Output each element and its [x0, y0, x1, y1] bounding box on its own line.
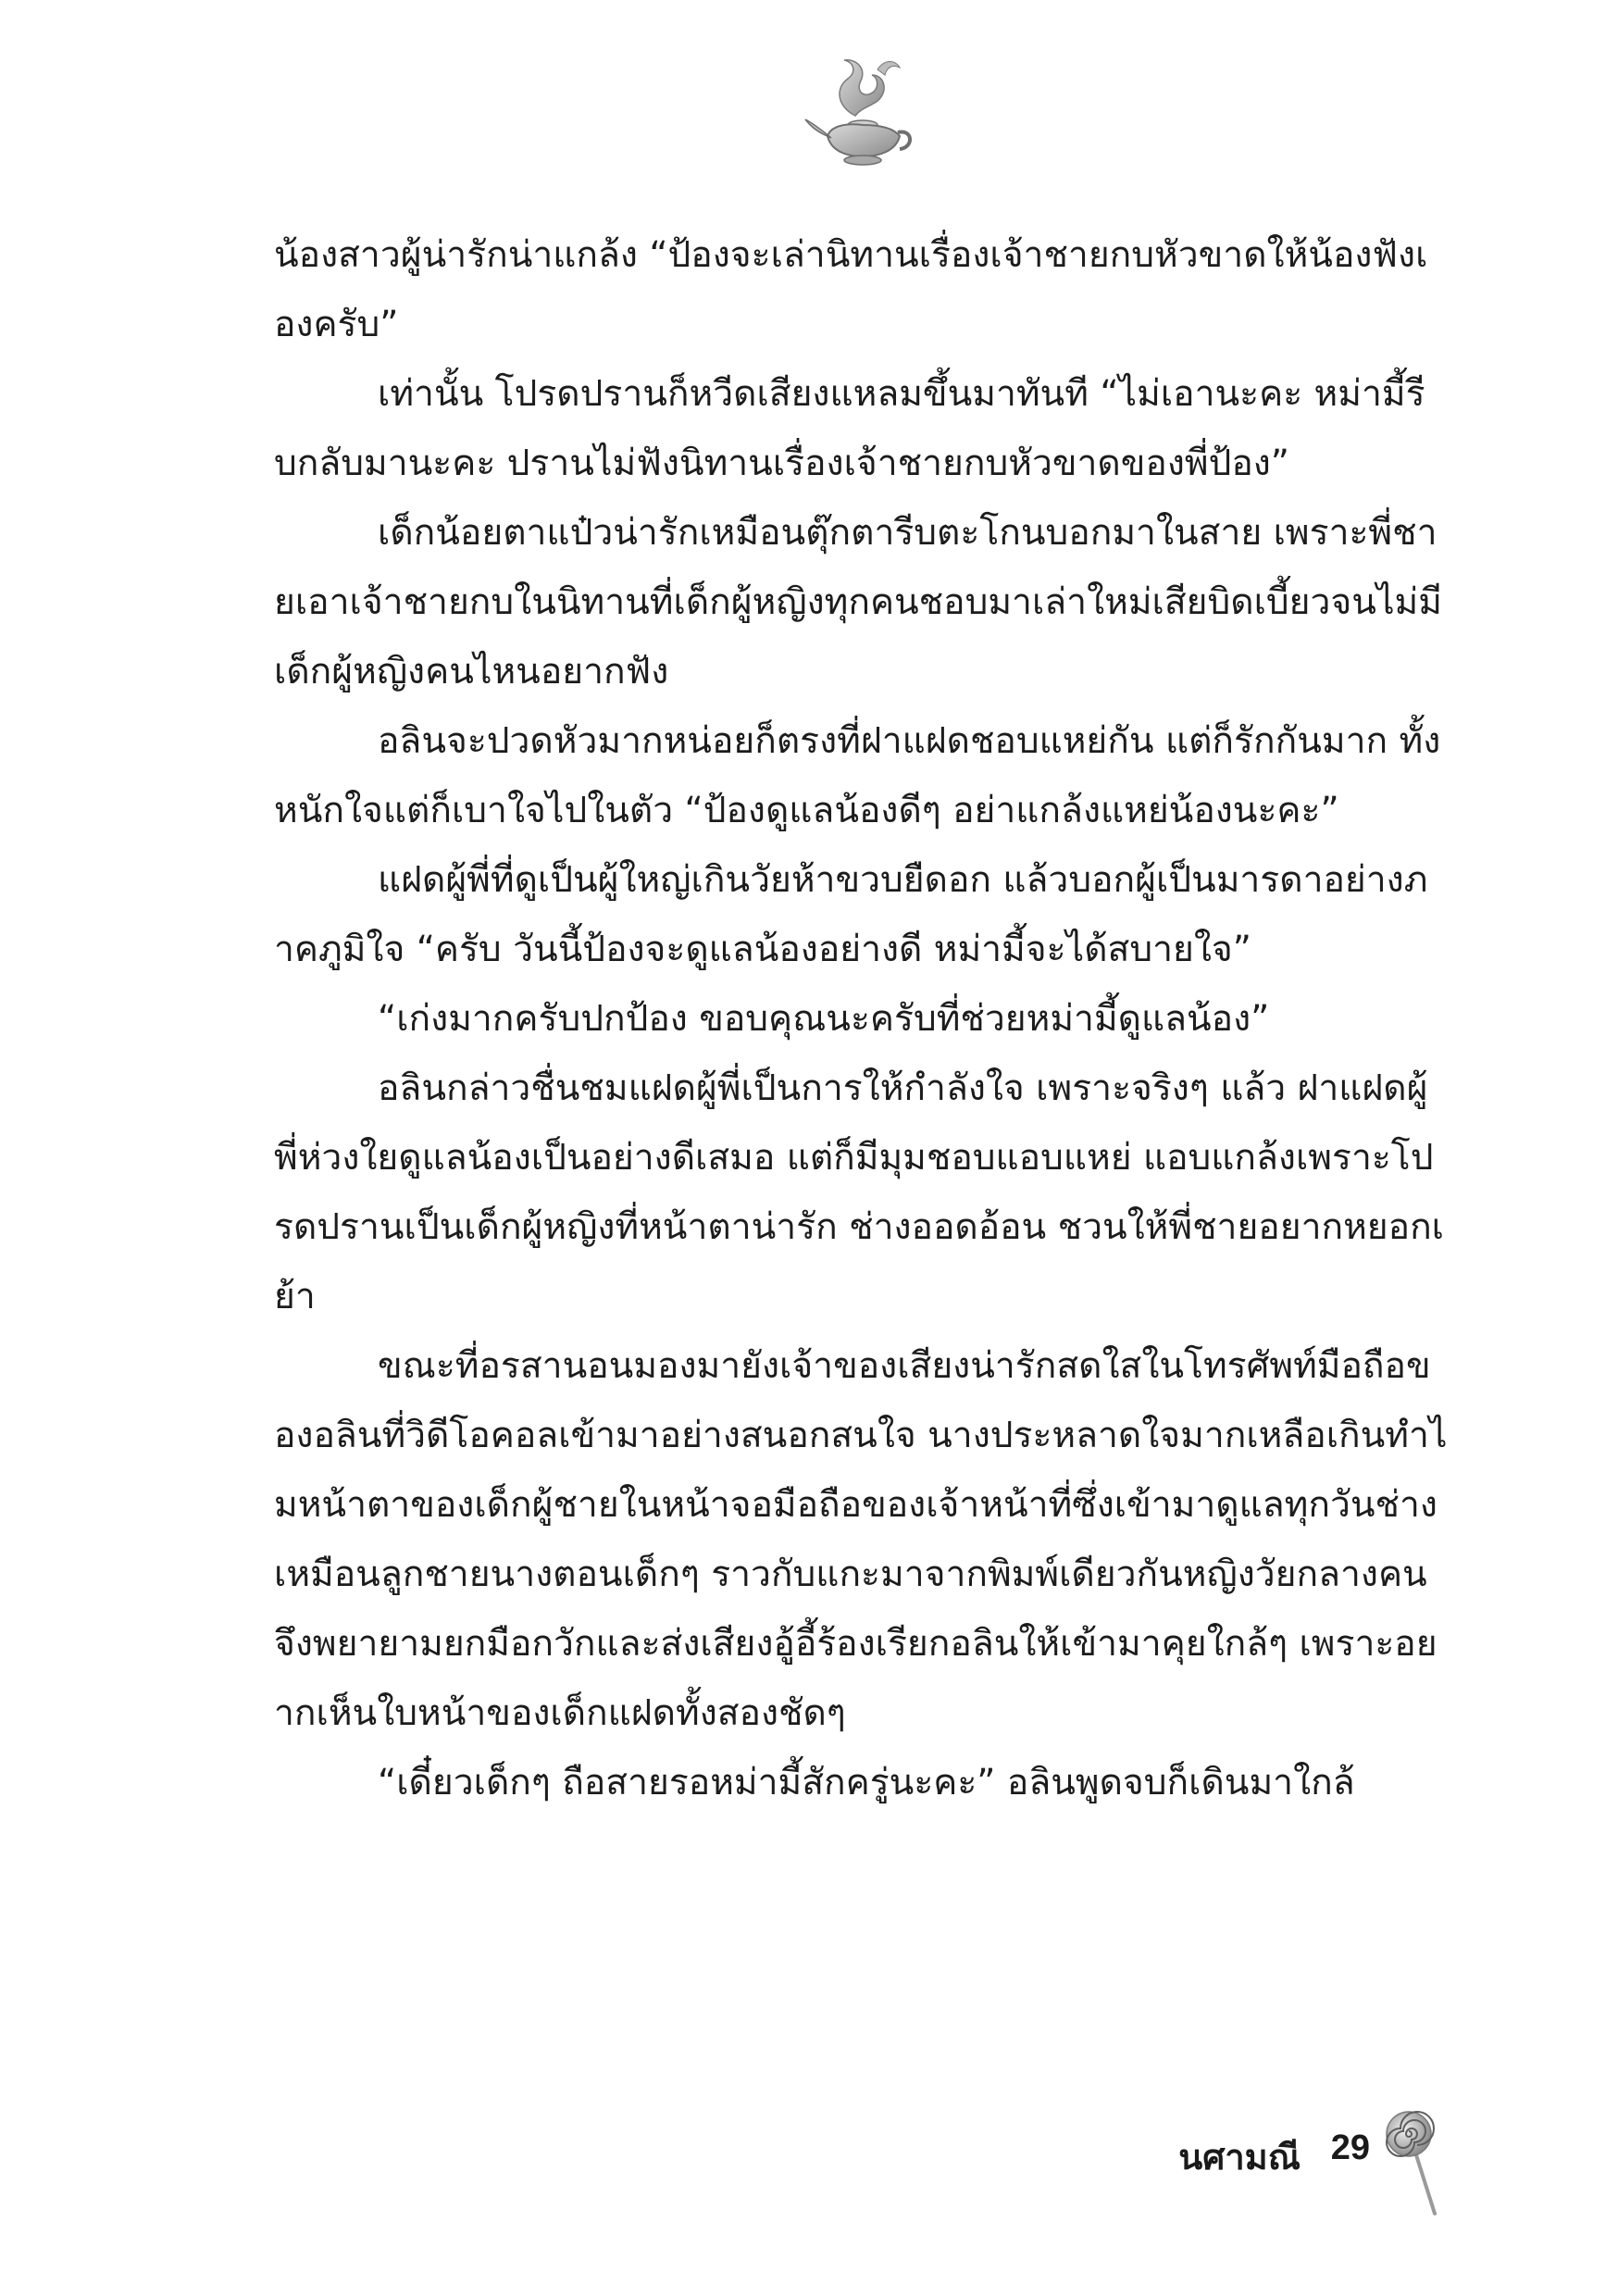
paragraph-1: น้องสาวผู้น่ารักน่าแกล้ง “ป้องจะเล่านิทานเรื่องเจ้าชายกบหัวขาดให้น้องฟังเองครับ”: [274, 234, 1428, 345]
author-name: นศามณี: [1178, 2137, 1301, 2177]
paragraph-9: “เดี๋ยวเด็กๆ ถือสายรอหม่ามี้สักครู่นะคะ” อลินพูดจบก็เดินมาใกล้: [378, 1762, 1355, 1803]
paragraph-3: เด็กน้อยตาแป๋วน่ารักเหมือนตุ๊กตารีบตะโกนบอกมาในสาย เพราะพี่ชายเอาเจ้าชายกบในนิทานที่เด็กผู้หญิงทุกคนชอบมาเล่าใหม่เสียบิดเบี้ยวจนไม่มีเด็กผู้หญิงคนไหนอยากฟัง: [274, 512, 1442, 693]
paragraph-7: อลินกล่าวชื่นชมแฝดผู้พี่เป็นการให้กำลังใจ เพราะจริงๆ แล้ว ฝาแฝดผู้พี่ห่วงใยดูแลน้องเป็นอย่างดีเสมอ แต่ก็มีมุมชอบแอบแหย่ แอบแกล้งเพราะโปรดปรานเป็นเด็กผู้หญิงที่หน้าตาน่ารัก ช่างออดอ้อน ชวนให้พี่ชายอยากหยอกเย้า: [274, 1067, 1445, 1317]
paragraph-6: “เก่งมากครับปกป้อง ขอบคุณนะครับที่ช่วยหม่ามี้ดูแลน้อง”: [378, 998, 1270, 1040]
lollipop-icon: [1379, 2106, 1453, 2217]
paragraph-4: อลินจะปวดหัวมากหน่อยก็ตรงที่ฝาแฝดชอบแหย่กัน แต่ก็รักกันมาก ทั้งหนักใจแต่ก็เบาใจไปในตัว “ป้องดูแลน้องดีๆ อย่าแกล้งแหย่น้องนะคะ”: [274, 720, 1441, 831]
page-footer: [1092, 2106, 1462, 2217]
paragraph-2: เท่านั้น โปรดปรานก็หวีดเสียงแหลมขึ้นมาทันที “ไม่เอานะคะ หม่ามี้รีบกลับมานะคะ ปรานไม่ฟังนิทานเรื่องเจ้าชายกบหัวขาดของพี่ป้อง”: [274, 373, 1425, 484]
paragraph-8: ขณะที่อรสานอนมองมายังเจ้าของเสียงน่ารักสดใสในโทรศัพท์มือถือของอลินที่วิดีโอคอลเข้ามาอย่างสนอกสนใจ นางประหลาดใจมากเหลือเกินทำไมหน้าตาของเด็กผู้ชายในหน้าจอมือถือของเจ้าหน้าที่ซึ่งเข้ามาดูแลทุกวันช่างเหมือนลูกชายนางตอนเด็กๆ ราวกับแกะมาจากพิมพ์เดียวกันหญิงวัยกลางคนจึงพยายามยกมือกวักและส่งเสียงอู้อี้ร้องเรียกอลินให้เข้ามาคุยใกล้ๆ เพราะอยากเห็นใบหน้าของเด็กแฝดทั้งสองชัดๆ: [274, 1345, 1448, 1734]
page-number: 29: [1330, 2128, 1370, 2167]
page-body: [274, 220, 1448, 2072]
genie-lamp-icon: [800, 51, 920, 181]
paragraph-5: แฝดผู้พี่ที่ดูเป็นผู้ใหญ่เกินวัยห้าขวบยืดอก แล้วบอกผู้เป็นมารดาอย่างภาคภูมิใจ “ครับ วันนี้ป้องจะดูแลน้องอย่างดี หม่ามี้จะได้สบายใจ”: [274, 859, 1428, 970]
